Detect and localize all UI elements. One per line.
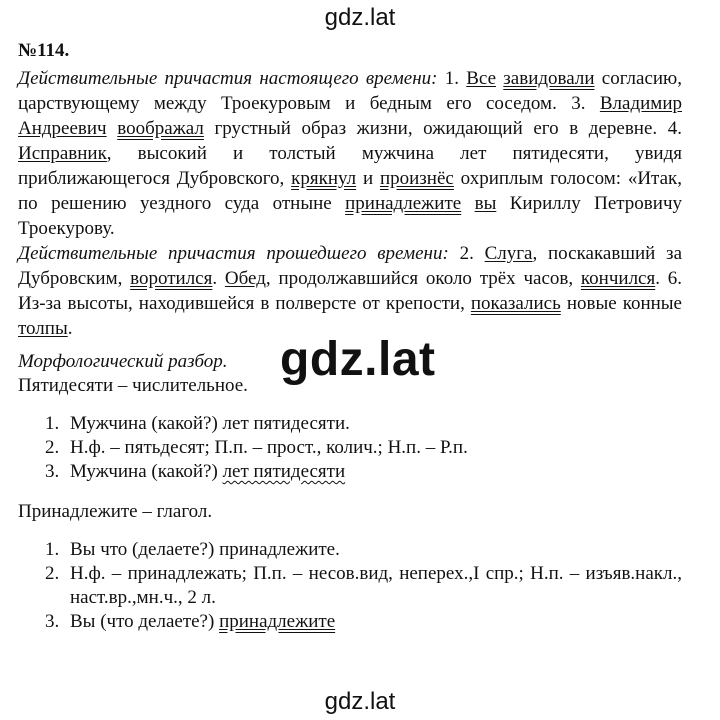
s4-subject-2: вы (474, 193, 497, 214)
list-item: 1. Мужчина (какой?) лет пятидесяти. (64, 412, 682, 436)
s4-mid: , высокий и толстый мужчина лет пятидесяти, увидя приближающегося Дубровского, (18, 143, 682, 189)
verb-analysis (18, 500, 682, 634)
s-subject: Обед (224, 268, 266, 289)
s6-subject: толпы (18, 318, 68, 339)
past-label: Действительные причастия прошедшего времени: (18, 243, 449, 264)
s1-rest: согласию, царствующему между Троекуровым и бедным его соседом. (18, 68, 682, 114)
s3-subject: Владимир Андреевич (18, 93, 682, 139)
s6-number: . 6. (655, 268, 683, 289)
list-item: 2. Н.ф. – принадлежать; П.п. – несов.вид, неперех.,I спр.; Н.п. – изъяв.накл., наст.вр.,мн.ч., 2 л. (64, 562, 682, 610)
watermark-center: gdz.lat (280, 333, 436, 386)
underlined-attribute: лет пятидесяти (222, 461, 346, 482)
s2-predicate: воротился (130, 268, 213, 289)
s4-predicate-1: крякнул (291, 168, 357, 189)
past-participles-paragraph (18, 241, 682, 341)
s4-subject: Исправник (18, 143, 107, 164)
s2-mid: , поскакавший за Дубровским, (18, 243, 682, 289)
s2-dot: . (212, 268, 225, 289)
list-item (64, 610, 682, 634)
list-item (64, 460, 682, 484)
underlined-predicate: принадлежите (219, 611, 336, 632)
s2-number: 2. (448, 243, 485, 264)
s6-mid2: новые конные (560, 293, 682, 314)
s3-rest: грустный образ жизни, ожидающий его в деревне. (203, 118, 658, 139)
s4-end: Кириллу Петровичу Троекурову. (18, 193, 683, 239)
s3-space (107, 118, 118, 139)
watermark-bottom: gdz.lat (324, 688, 396, 715)
present-participles-paragraph (18, 66, 682, 241)
s4-predicate-3: принадлежите (345, 193, 462, 214)
item-text: Мужчина (какой?) (70, 461, 223, 482)
s3-number: 3. (556, 93, 600, 114)
item-text: Вы (что делаете?) (70, 611, 220, 632)
s3-predicate: воображал (117, 118, 204, 139)
s1-subject: Все (466, 68, 497, 89)
watermark-top: gdz.lat (324, 4, 396, 31)
s1-predicate: завидовали (503, 68, 595, 89)
verb-heading: Принадлежите – глагол. (18, 501, 213, 522)
s4-number: 4. (657, 118, 683, 139)
s6-mid: Из-за высоты, находившейся в полверсте от крепости, (18, 293, 471, 314)
s6-predicate: показались (470, 293, 561, 314)
exercise-text (18, 40, 682, 341)
numeral-list (18, 412, 682, 484)
exercise-number: №114. (18, 40, 70, 61)
present-label: Действительные причастия настоящего времени: (18, 68, 438, 89)
s1-number: 1. (437, 68, 467, 89)
morph-title: Морфологический разбор. (18, 351, 228, 372)
numeral-heading: Пятидесяти – числительное. (18, 375, 248, 396)
verb-list (18, 538, 682, 634)
list-item: 2. Н.ф. – пятьдесят; П.п. – прост., колич.; Н.п. – Р.п. (64, 436, 682, 460)
s-predicate: кончился (580, 268, 656, 289)
s6-end: . (67, 318, 73, 339)
s4-space (461, 193, 474, 214)
list-item: 1. Вы что (делаете?) принадлежите. (64, 538, 682, 562)
s-mid: , продолжавшийся около трёх часов, (265, 268, 581, 289)
s4-and: и (356, 168, 380, 189)
s2-subject: Слуга (484, 243, 533, 264)
s4-predicate-2: произнёс (379, 168, 454, 189)
s4-mid2: охриплым голосом: «Итак, по решению уездного суда отныне (18, 168, 683, 214)
